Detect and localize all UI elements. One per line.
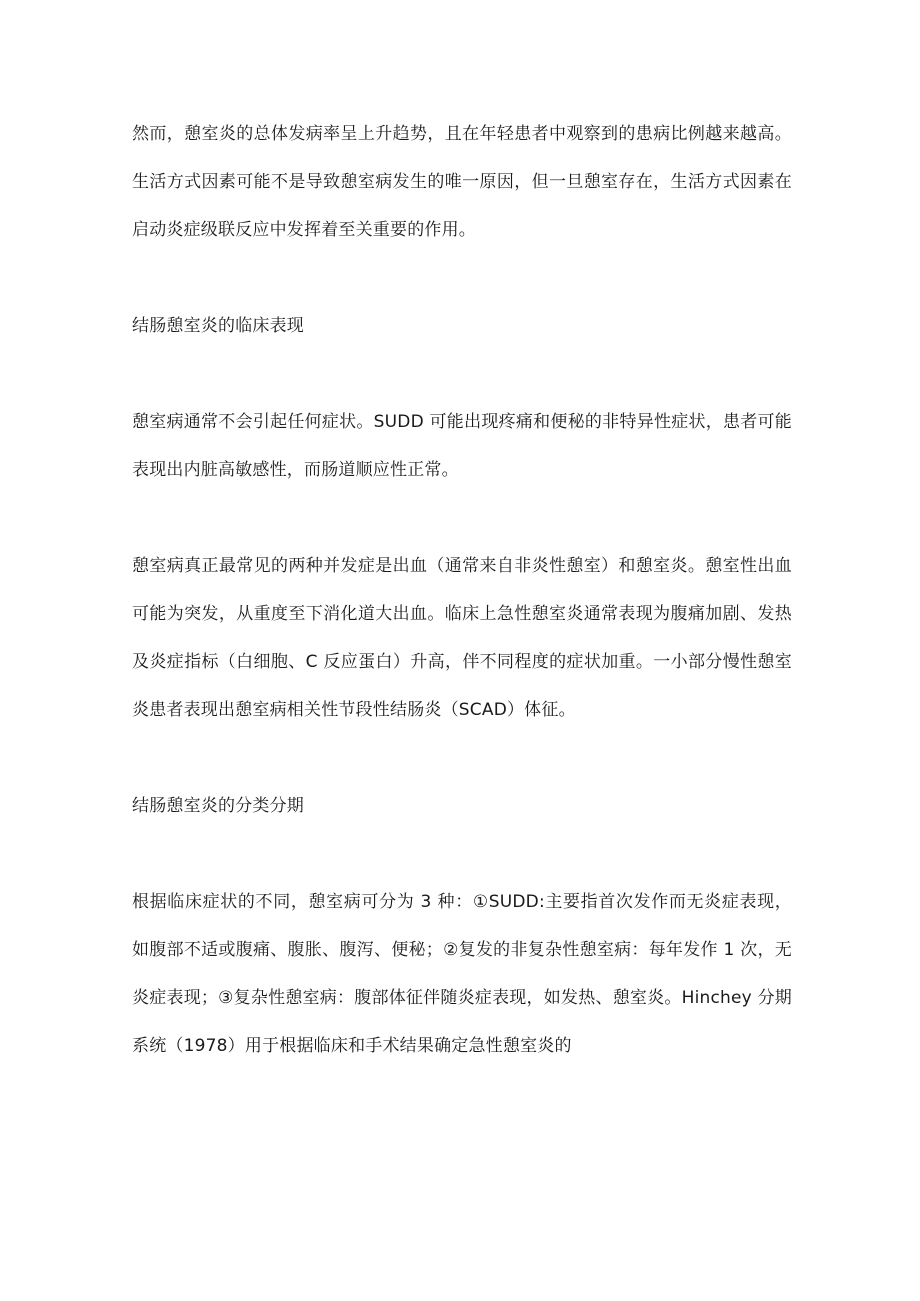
paragraph-classification: 根据临床症状的不同，憩室病可分为 3 种：①SUDD:主要指首次发作而无炎症表现，如腹部不适或腹痛、腹胀、腹泻、便秘；②复发的非复杂性憩室病：每年发作 1 次，无炎症表现；③复杂性憩室病：腹部体征伴随炎症表现，如发热、憩室炎。Hinchey 分期系统（1978）用于根据临床和手术结果确定急性憩室炎的 [132,892,792,1056]
heading-clinical-presentation: 结肠憩室炎的临床表现 [132,316,304,336]
paragraph-asymptomatic: 憩室病通常不会引起任何症状。SUDD 可能出现疼痛和便秘的非特异性症状，患者可能表现出内脏高敏感性，而肠道顺应性正常。 [132,412,792,480]
paragraph-lifestyle-factors: 然而，憩室炎的总体发病率呈上升趋势，且在年轻患者中观察到的患病比例越来越高。生活方式因素可能不是导致憩室病发生的唯一原因，但一旦憩室存在，生活方式因素在启动炎症级联反应中发挥着至关重要的作用。 [132,124,792,240]
paragraph-complications: 憩室病真正最常见的两种并发症是出血（通常来自非炎性憩室）和憩室炎。憩室性出血可能为突发，从重度至下消化道大出血。临床上急性憩室炎通常表现为腹痛加剧、发热及炎症指标（白细胞、C 反应蛋白）升高，伴不同程度的症状加重。一小部分慢性憩室炎患者表现出憩室病相关性节段性结肠炎（SCAD）体征。 [132,556,792,720]
heading-classification-staging: 结肠憩室炎的分类分期 [132,796,304,816]
